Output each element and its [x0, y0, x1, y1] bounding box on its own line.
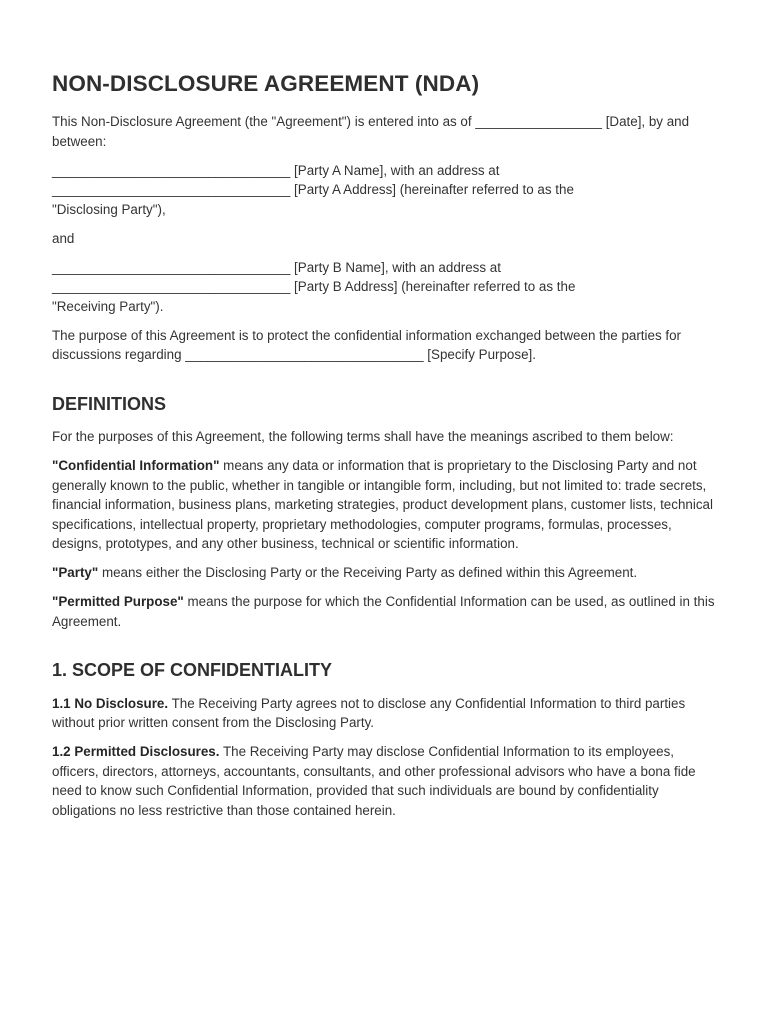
- party-b-address-label: [Party B Address] (hereinafter referred to as the: [294, 279, 576, 294]
- definition-term: "Party": [52, 565, 99, 581]
- party-a-address-label: [Party A Address] (hereinafter referred to as the: [294, 182, 574, 197]
- definition-text: means any data or information that is proprietary to the Disclosing Party and not generally known to the public, whether in tangible or intangible form, including, but not limited to: trade secrets, financial information, business plans, marketing strategies, product development plans, customer lists, technical specifications, intellectual property, proprietary methodologies, computer programs, formulas, processes, designs, prototypes, and any other business, technical or scientific information.: [52, 458, 713, 552]
- date-blank: _________________: [475, 114, 602, 129]
- party-b-address-blank: ________________________________: [52, 279, 291, 294]
- party-b-name-label: [Party B Name], with an address at: [294, 259, 501, 275]
- definitions-intro: For the purposes of this Agreement, the following terms shall have the meanings ascribed to them below:: [52, 429, 674, 445]
- definition-party: [52, 563, 720, 583]
- party-b-name-blank: ________________________________: [52, 259, 291, 275]
- party-b-role: "Receiving Party").: [52, 298, 164, 314]
- purpose-label: [Specify Purpose].: [427, 347, 536, 362]
- purpose-text: The purpose of this Agreement is to protect the confidential information exchanged between the parties for discussions regarding: [52, 327, 681, 362]
- party-b-paragraph: [52, 258, 720, 317]
- intro-paragraph: [52, 112, 720, 151]
- definition-term: "Permitted Purpose": [52, 594, 184, 610]
- clause-term: 1.2 Permitted Disclosures.: [52, 744, 220, 760]
- definition-text: means either the Disclosing Party or the Receiving Party as defined within this Agreement.: [101, 565, 638, 581]
- party-a-address-blank: ________________________________: [52, 182, 291, 197]
- clause-term: 1.1 No Disclosure.: [52, 695, 169, 711]
- intro-text: This Non-Disclosure Agreement (the "Agreement") is entered into as of: [52, 114, 472, 129]
- party-a-paragraph: [52, 161, 720, 220]
- document-page: [52, 70, 720, 830]
- definition-term: "Confidential Information": [52, 458, 220, 474]
- date-label: [Date], by and between:: [52, 114, 690, 149]
- definition-confidential-information: [52, 456, 720, 554]
- scope-heading: 1. SCOPE OF CONFIDENTIALITY: [52, 660, 333, 681]
- definition-permitted-purpose: [52, 592, 720, 631]
- party-a-name-blank: ________________________________: [52, 162, 291, 178]
- clause-text: The Receiving Party may disclose Confidential Information to its employees, officers, directors, attorneys, accountants, consultants, and other professional advisors who have a bona fide need to know such Confidential Information, provided that such individuals are bound by confidentiality obligations no less restrictive than those contained herein.: [52, 744, 696, 818]
- clause-text: The Receiving Party agrees not to disclose any Confidential Information to third parties without prior written consent from the Disclosing Party.: [52, 695, 686, 731]
- and-text: and: [52, 230, 75, 246]
- purpose-blank: ________________________________: [185, 347, 424, 362]
- clause-no-disclosure: [52, 694, 720, 733]
- definition-text: means the purpose for which the Confidential Information can be used, as outlined in this Agreement.: [52, 594, 715, 629]
- purpose-paragraph: [52, 326, 720, 365]
- clause-permitted-disclosures: [52, 742, 720, 820]
- party-a-name-label: [Party A Name], with an address at: [294, 162, 500, 178]
- party-a-role: "Disclosing Party"),: [52, 201, 166, 217]
- document-title: NON-DISCLOSURE AGREEMENT (NDA): [52, 71, 480, 96]
- definitions-heading: DEFINITIONS: [52, 393, 167, 414]
